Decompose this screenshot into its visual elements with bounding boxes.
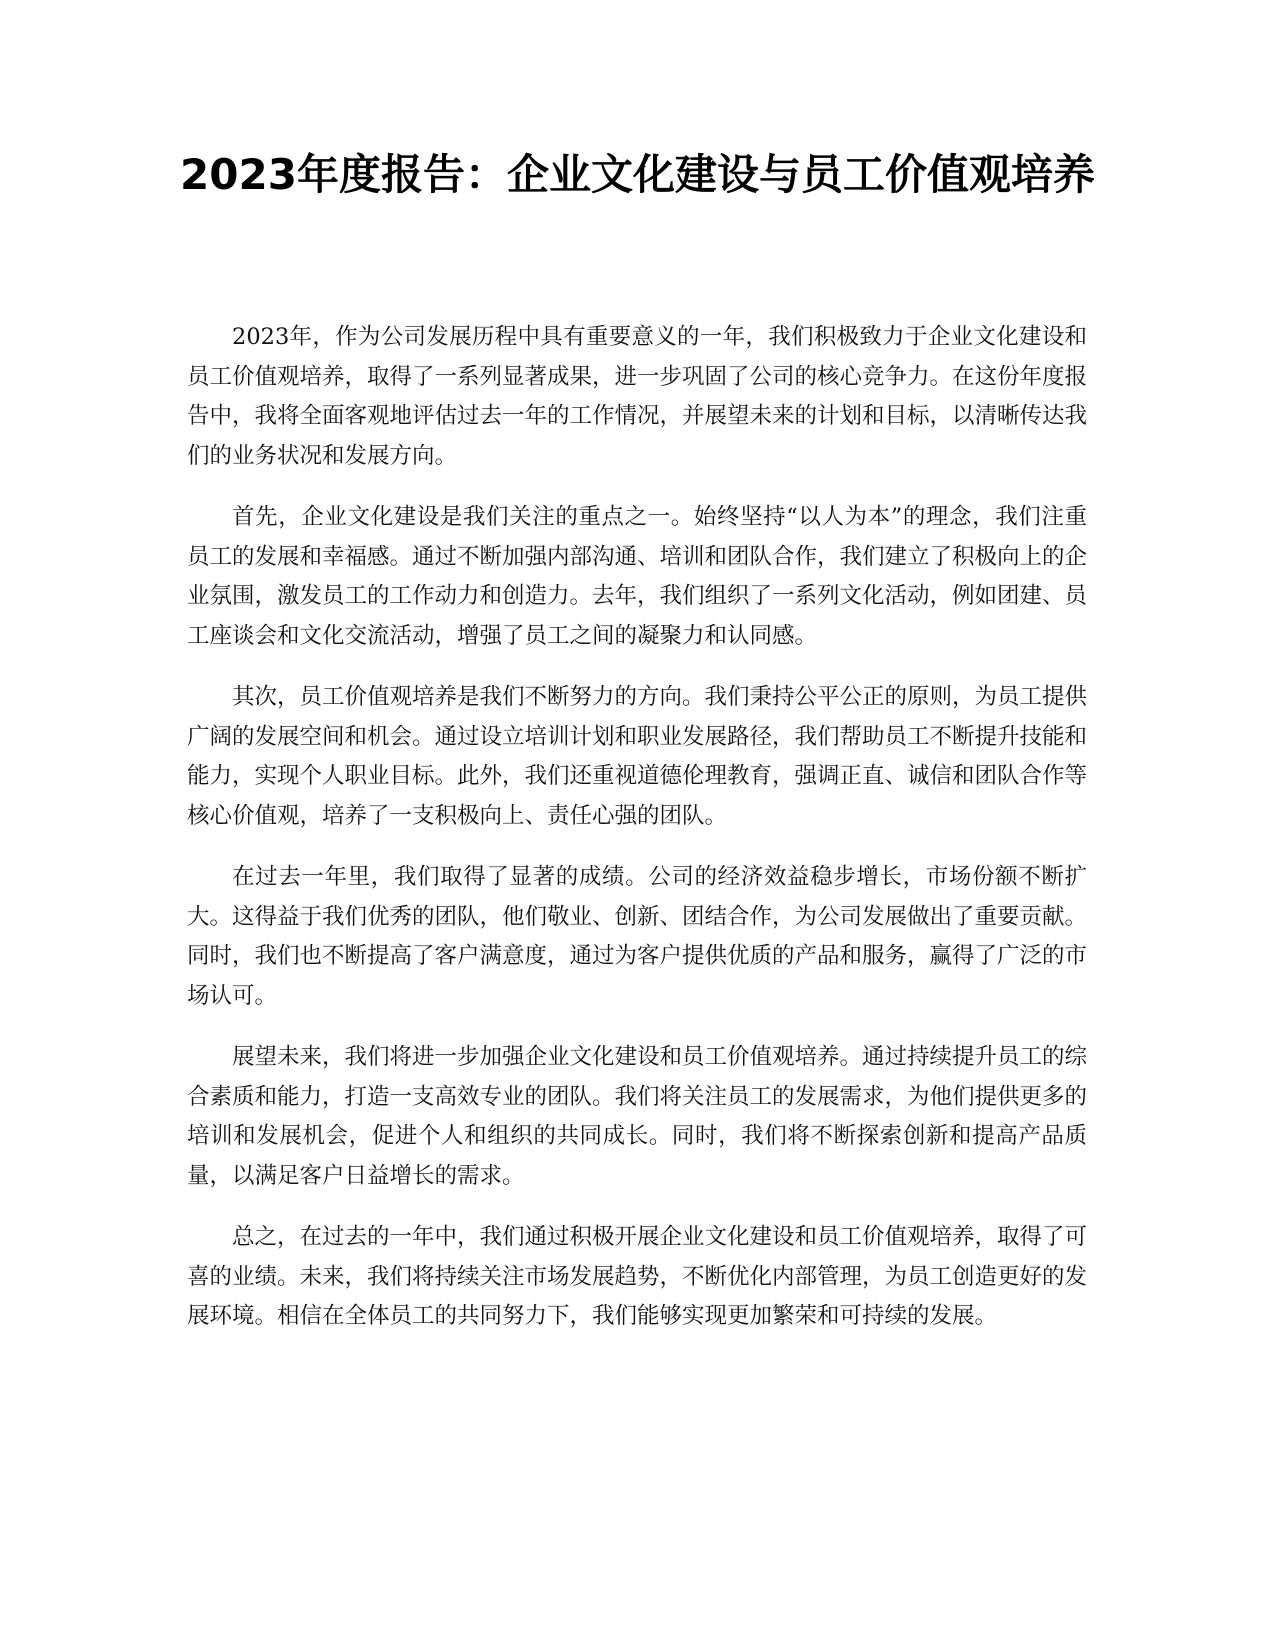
- paragraph-achievements: 在过去一年里，我们取得了显著的成绩。公司的经济效益稳步增长，市场份额不断扩大。这得益于我们优秀的团队，他们敬业、创新、团结合作，为公司发展做出了重要贡献。同时，我们也不断提高了客户满意度，通过为客户提供优质的产品和服务，赢得了广泛的市场认可。: [187, 864, 1088, 1009]
- paragraph-values: 其次，员工价值观培养是我们不断努力的方向。我们秉持公平公正的原则，为员工提供广阔的发展空间和机会。通过设立培训计划和职业发展路径，我们帮助员工不断提升技能和能力，实现个人职业目标。此外，我们还重视道德伦理教育，强调正直、诚信和团队合作等核心价值观，培养了一支积极向上、责任心强的团队。: [187, 684, 1088, 829]
- document-body: [187, 318, 1087, 1359]
- document-title: 2023年度报告：企业文化建设与员工价值观培养: [180, 150, 1095, 199]
- paragraph-intro: 2023年，作为公司发展历程中具有重要意义的一年，我们积极致力于企业文化建设和员工价值观培养，取得了一系列显著成果，进一步巩固了公司的核心竞争力。在这份年度报告中，我将全面客观地评估过去一年的工作情况，并展望未来的计划和目标，以清晰传达我们的业务状况和发展方向。: [187, 324, 1088, 469]
- paragraph-conclusion: 总之，在过去的一年中，我们通过积极开展企业文化建设和员工价值观培养，取得了可喜的业绩。未来，我们将持续关注市场发展趋势，不断优化内部管理，为员工创造更好的发展环境。相信在全体员工的共同努力下，我们能够实现更加繁荣和可持续的发展。: [187, 1224, 1088, 1329]
- paragraph-outlook: 展望未来，我们将进一步加强企业文化建设和员工价值观培养。通过持续提升员工的综合素质和能力，打造一支高效专业的团队。我们将关注员工的发展需求，为他们提供更多的培训和发展机会，促进个人和组织的共同成长。同时，我们将不断探索创新和提高产品质量，以满足客户日益增长的需求。: [187, 1044, 1088, 1189]
- paragraph-culture: 首先，企业文化建设是我们关注的重点之一。始终坚持“以人为本”的理念，我们注重员工的发展和幸福感。通过不断加强内部沟通、培训和团队合作，我们建立了积极向上的企业氛围，激发员工的工作动力和创造力。去年，我们组织了一系列文化活动，例如团建、员工座谈会和文化交流活动，增强了员工之间的凝聚力和认同感。: [187, 504, 1088, 649]
